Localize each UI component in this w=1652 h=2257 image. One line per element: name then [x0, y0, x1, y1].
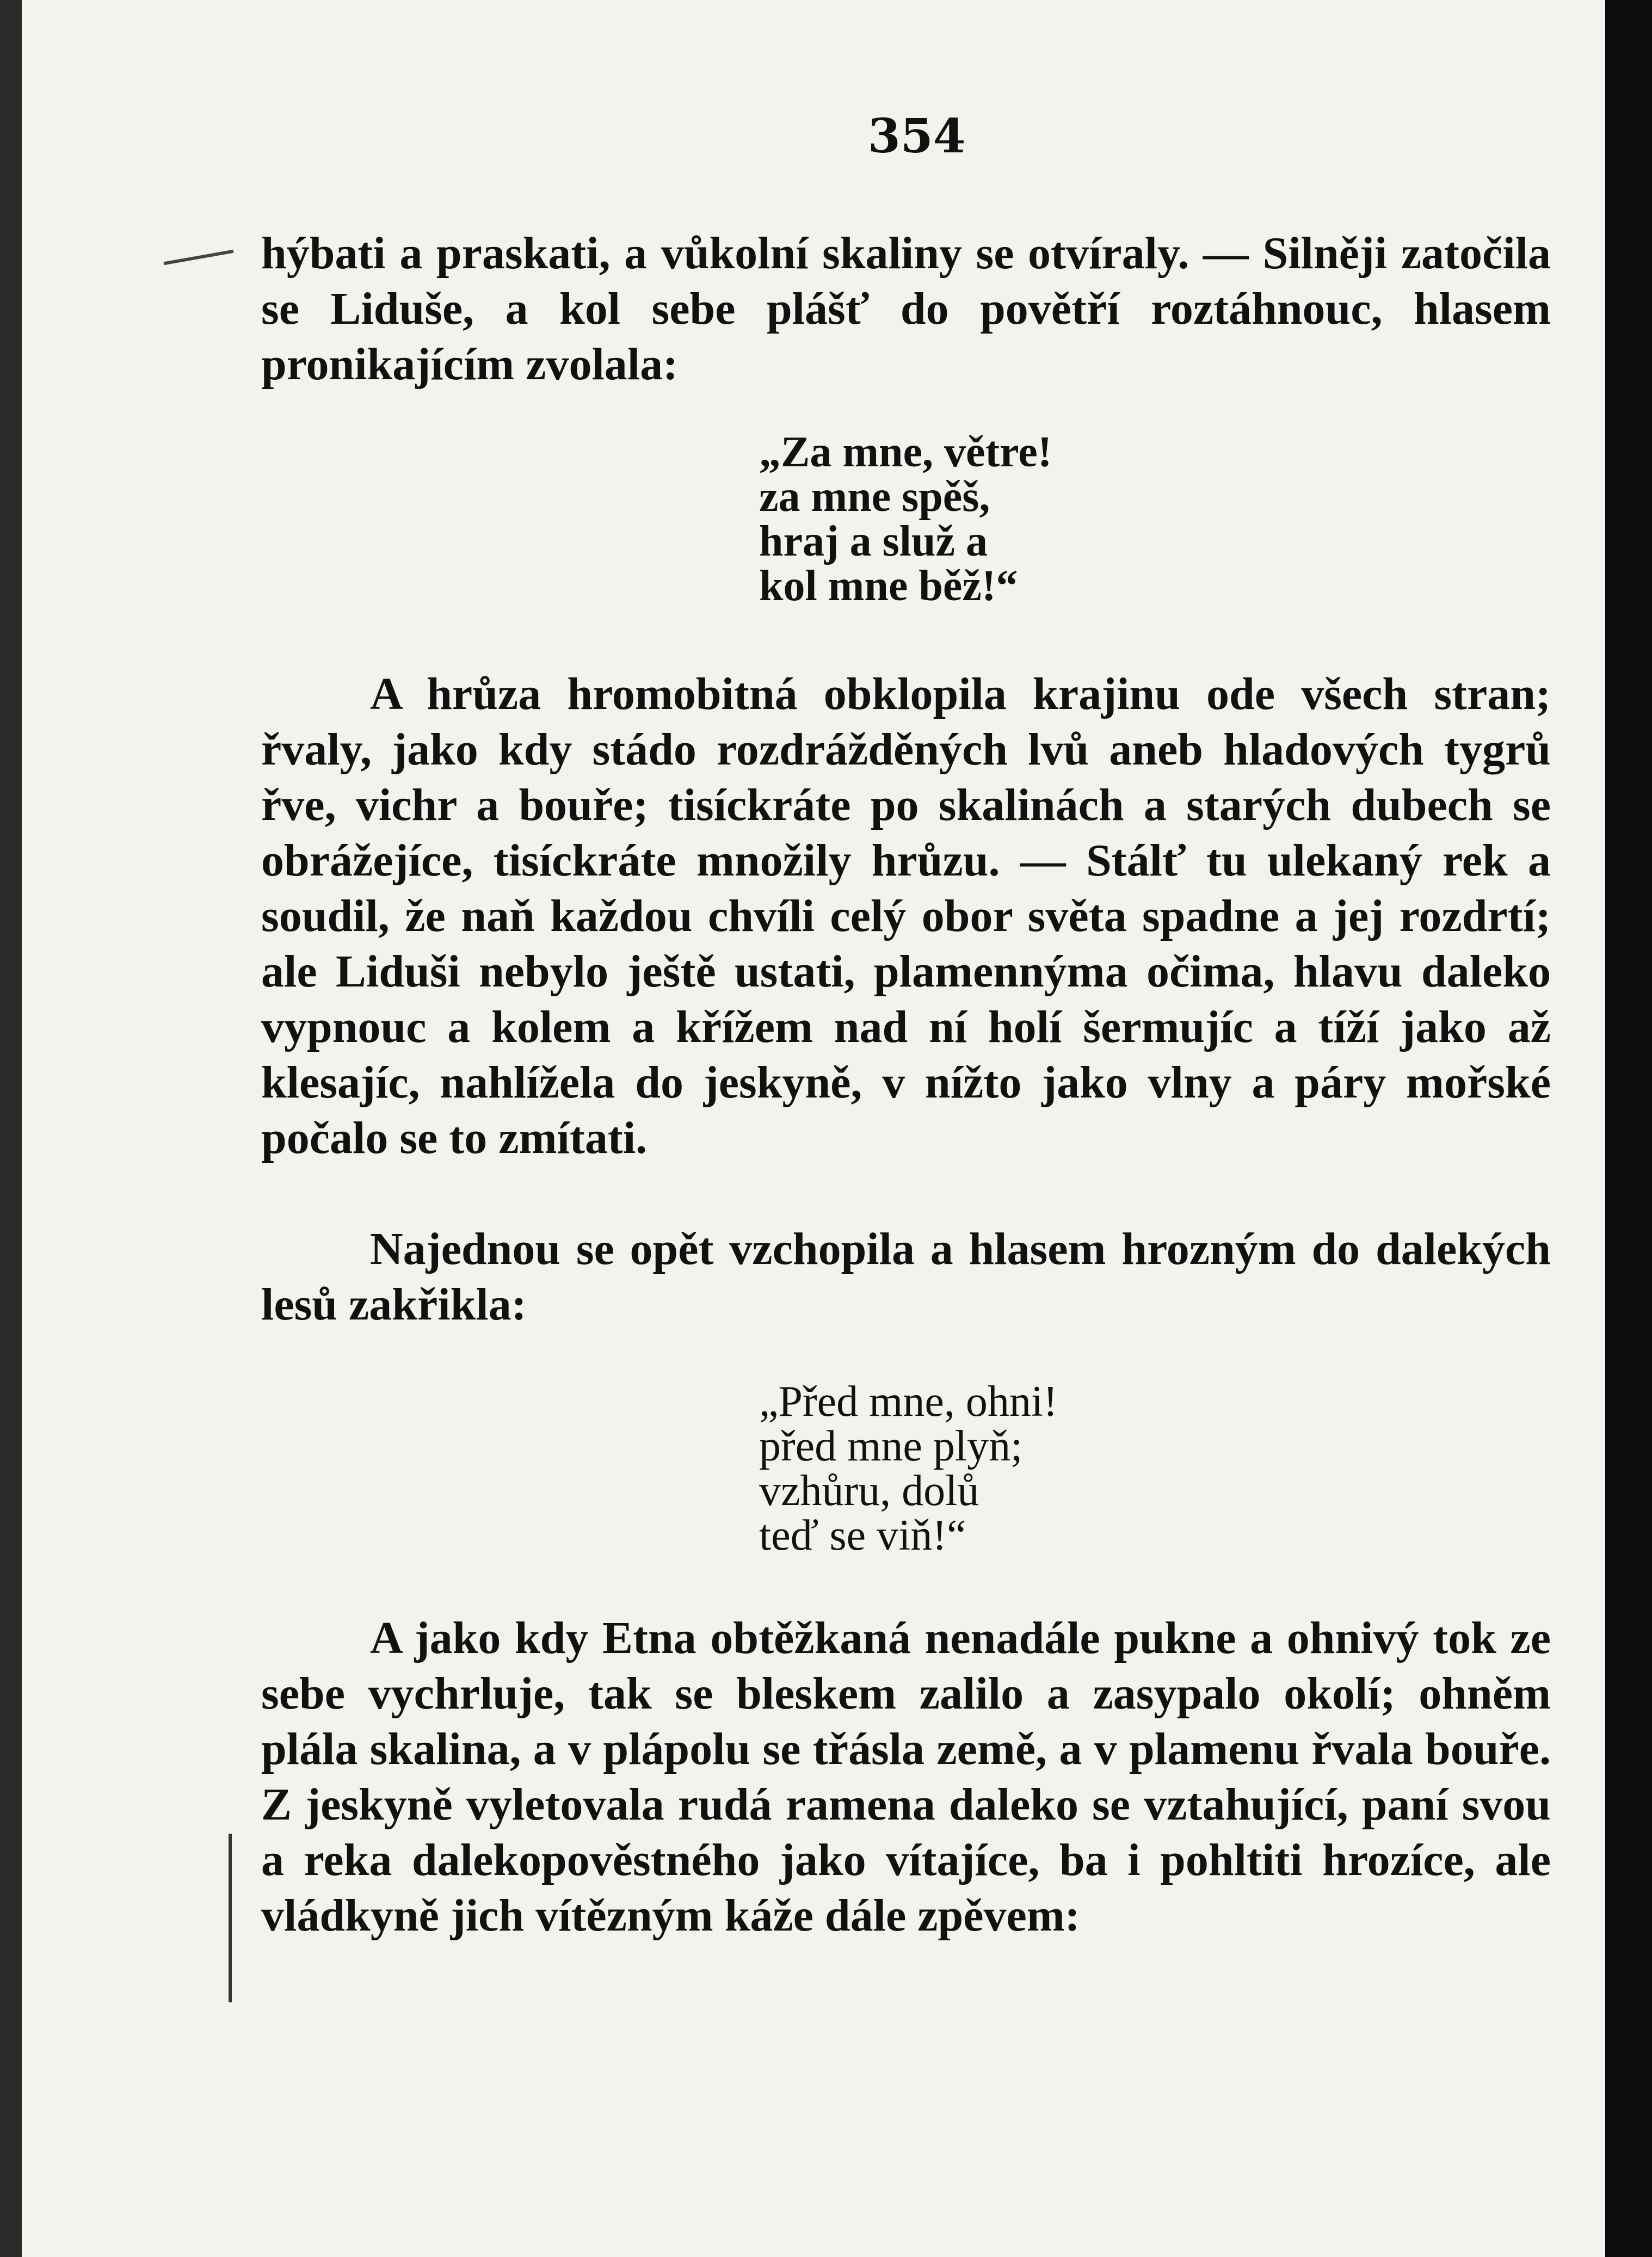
verse-2-line-1: „Před mne, ohni!: [759, 1378, 1058, 1426]
verse-2: [759, 1379, 1058, 1558]
paragraph-2-text: A hrůza hromobitná obklopila krajinu ode všech stran; řvaly, jako kdy stádo rozdrážděných lvů aneb hladových tygrů řve, vichr a bouře; tisíckráte po skalinách a starých dubech se obrážejíce, tisíckráte množily hrůzu. — Stálť tu ulekaný rek a soudil, že naň každou chvíli celý obor světa spadne a jej rozdrtí; ale Liduši nebylo ještě ustati, plamennýma očima, hlavu daleko vypnouc a kolem a křížem nad ní holí šermujíc a tíží jako až klesajíc, nahlížela do jeskyně, v nížto jako vlny a páry mořské počalo se to zmítati.: [261, 669, 1551, 1163]
margin-pencil-line: [229, 1834, 232, 2002]
paragraph-3-text: Najednou se opět vzchopila a hlasem hrozným do dalekých lesů zakřikla:: [261, 1224, 1551, 1330]
verse-1-line-2: za mne spěš,: [759, 473, 990, 521]
verse-1: [759, 430, 1052, 608]
paragraph-4-text: A jako kdy Etna obtěžkaná nenadále pukne a ohnivý tok ze sebe vychrluje, tak se bleskem zalilo a zasypalo okolí; ohněm plála skalina, a v plápolu se třásla země, a v plamenu řvala bouře. Z jeskyně vyletovala rudá ramena daleko se vztahující, paní svou a reka dalekopověstného jako vítajíce, ba i pohltiti hrozíce, ale vládkyně jich vítězným káže dále zpěvem:: [261, 1613, 1551, 1941]
verse-1-line-1: „Za mne, větre!: [759, 428, 1052, 476]
verse-1-line-4: kol mne běž!“: [759, 562, 1018, 610]
verse-2-line-2: před mne plyň;: [759, 1422, 1023, 1470]
verse-2-line-4: teď se viň!“: [759, 1512, 966, 1559]
paragraph-2: [261, 667, 1551, 1166]
paragraph-1: [261, 226, 1551, 392]
scan-edge-left: [0, 0, 22, 2257]
page-number: 354: [868, 109, 966, 164]
verse-1-line-3: hraj a služ a: [759, 517, 988, 565]
paragraph-1-text: hýbati a praskati, a vůkolní skaliny se otvíraly. — Silněji zatočila se Liduše, a kol sebe plášť do povětří roztáhnouc, hlasem pronikajícím zvolala:: [261, 228, 1551, 390]
verse-2-line-3: vzhůru, dolů: [759, 1467, 979, 1515]
paragraph-3: [261, 1222, 1551, 1333]
paragraph-4: [261, 1611, 1551, 1944]
scan-edge-right: [1605, 0, 1652, 2257]
